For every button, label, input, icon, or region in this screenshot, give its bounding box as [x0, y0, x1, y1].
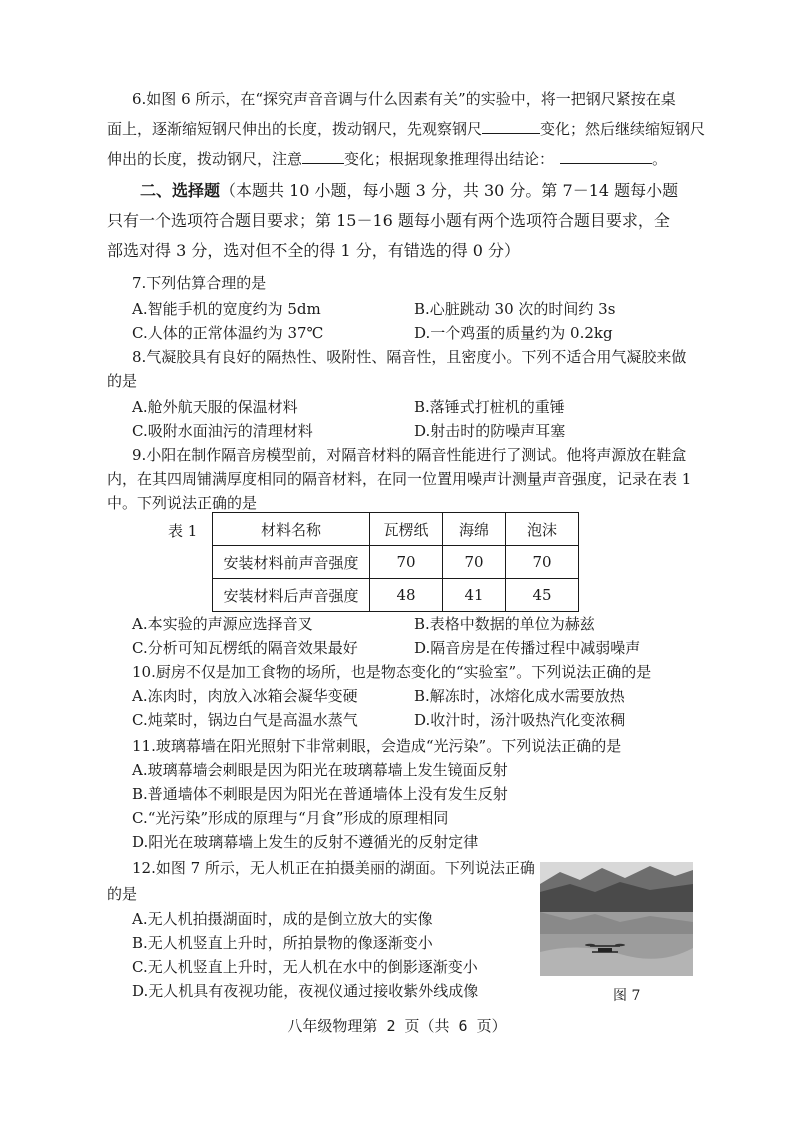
q8-stem-line1: 8.气凝胶具有良好的隔热性、吸附性、隔音性，且密度小。下列不适合用气凝胶来做: [132, 348, 687, 366]
q11-option-d: D.阳光在玻璃幕墙上发生的反射不遵循光的反射定律: [132, 833, 479, 851]
q9-options-row2: [0, 637, 794, 659]
q11-option-b: B.普通墙体不刺眼是因为阳光在普通墙体上没有发生反射: [132, 785, 508, 803]
q9-option-a: A.本实验的声源应选择音叉: [132, 615, 313, 633]
q9-option-d: D.隔音房是在传播过程中减弱噪声: [414, 639, 641, 657]
table-cell: 安装材料后声音强度: [213, 579, 370, 612]
q8-option-b: B.落锤式打桩机的重锤: [414, 398, 565, 416]
q7-option-d: D.一个鸡蛋的质量约为 0.2kg: [414, 324, 613, 342]
q6-line2-text-a: 面上，逐渐缩短钢尺伸出的长度，拨动钢尺，先观察钢尺: [107, 120, 483, 138]
table-header-row: [213, 513, 579, 546]
q6-line3-text-b: 变化；根据现象推理得出结论：: [344, 150, 555, 168]
table-cell: 41: [443, 579, 506, 612]
q7-options-row1: [0, 298, 794, 320]
q6-blank-1: [482, 119, 540, 134]
q8-options-row1: [0, 396, 794, 418]
q9-options-row1: [0, 613, 794, 635]
q7-options-row2: [0, 322, 794, 344]
q6-line3: [0, 148, 794, 170]
q8-stem-line2: 的是: [107, 372, 138, 390]
q10-stem: 10.厨房不仅是加工食物的场所，也是物态变化的“实验室”。下列说法正确的是: [132, 663, 652, 681]
q12-option-b: B.无人机竖直上升时，所拍景物的像逐渐变小: [132, 934, 433, 952]
q6-blank-2: [302, 149, 344, 164]
q11-option-a: A.玻璃幕墙会刺眼是因为阳光在玻璃幕墙上发生镜面反射: [132, 761, 508, 779]
page-footer: 八年级物理第 2 页（共 6 页）: [287, 1017, 507, 1035]
q12-option-c: C.无人机竖直上升时，无人机在水中的倒影逐渐变小: [132, 958, 478, 976]
table-cell: 70: [370, 546, 443, 579]
q11-option-c: C.“光污染”形成的原理与“月食”形成的原理相同: [132, 809, 449, 827]
table-header-cell: 瓦楞纸: [370, 513, 443, 546]
section2-line2: 只有一个选项符合题目要求；第 15－16 题每小题有两个选项符合题目要求，全: [107, 211, 670, 230]
q8-options-row2: [0, 420, 794, 442]
table-cell: 70: [506, 546, 579, 579]
table-cell: 45: [506, 579, 579, 612]
q10-option-a: A.冻肉时，肉放入冰箱会凝华变硬: [132, 687, 358, 705]
lake-drone-illustration: [540, 862, 693, 976]
q10-option-c: C.炖菜时，锅边白气是高温水蒸气: [132, 711, 358, 729]
q9-option-b: B.表格中数据的单位为赫兹: [414, 615, 595, 633]
table-label: 表 1: [168, 522, 198, 540]
figure-7-photo: [540, 862, 693, 976]
table-row: [213, 546, 579, 579]
q6-line2: [0, 118, 794, 140]
sound-table: [212, 512, 579, 612]
table-header-cell: 泡沫: [506, 513, 579, 546]
q8-option-d: D.射击时的防噪声耳塞: [414, 422, 566, 440]
q9-option-c: C.分析可知瓦楞纸的隔音效果最好: [132, 639, 358, 657]
q9-stem-line3: 中。下列说法正确的是: [107, 494, 258, 512]
q12-option-d: D.无人机具有夜视功能，夜视仪通过接收紫外线成像: [132, 982, 479, 1000]
q9-stem-line1: 9.小阳在制作隔音房模型前，对隔音材料的隔音性能进行了测试。他将声源放在鞋盒: [132, 446, 687, 464]
table-cell: 48: [370, 579, 443, 612]
q7-option-a: A.智能手机的宽度约为 5dm: [132, 300, 321, 318]
q10-option-b: B.解冻时，冰熔化成水需要放热: [414, 687, 625, 705]
section2-line3: 部选对得 3 分，选对但不全的得 1 分，有错选的得 0 分）: [107, 241, 521, 260]
q12-stem-line1: 12.如图 7 所示，无人机正在拍摄美丽的湖面。下列说法正确: [132, 859, 535, 877]
q7-option-c: C.人体的正常体温约为 37℃: [132, 324, 324, 342]
q9-stem-line2: 内，在其四周铺满厚度相同的隔音材料，在同一位置用噪声计测量声音强度，记录在表 1: [107, 470, 692, 488]
q6-blank-3: [560, 149, 652, 164]
q7-stem: 7.下列估算合理的是: [132, 274, 267, 292]
q8-option-c: C.吸附水面油污的清理材料: [132, 422, 313, 440]
section2-desc-1: （本题共 10 小题，每小题 3 分，共 30 分。第 7－14 题每小题: [220, 181, 679, 200]
section2-line1: [0, 178, 794, 204]
q10-option-d: D.收汁时，汤汁吸热汽化变浓稠: [414, 711, 626, 729]
q10-options-row1: [0, 685, 794, 707]
table-header-cell: 材料名称: [213, 513, 370, 546]
q11-stem: 11.玻璃幕墙在阳光照射下非常刺眼，会造成“光污染”。下列说法正确的是: [132, 737, 622, 755]
q6-line3-text-a: 伸出的长度，拨动钢尺，注意: [107, 150, 303, 168]
q6-line1: 6.如图 6 所示，在“探究声音音调与什么因素有关”的实验中，将一把钢尺紧按在桌: [132, 90, 676, 108]
table-cell: 安装材料前声音强度: [213, 546, 370, 579]
q10-options-row2: [0, 709, 794, 731]
q7-option-b: B.心脏跳动 30 次的时间约 3s: [414, 300, 616, 318]
section2-title: 二、选择题: [140, 181, 221, 200]
q8-option-a: A.舱外航天服的保温材料: [132, 398, 298, 416]
q6-line2-text-b: 变化；然后继续缩短钢尺: [540, 120, 706, 138]
table-row: [213, 579, 579, 612]
q12-option-a: A.无人机拍摄湖面时，成的是倒立放大的实像: [132, 910, 433, 928]
table-header-cell: 海绵: [443, 513, 506, 546]
figure-7-caption: 图 7: [613, 988, 641, 1004]
table-cell: 70: [443, 546, 506, 579]
q12-stem-line2: 的是: [107, 885, 138, 903]
q6-line3-text-c: 。: [652, 150, 668, 168]
